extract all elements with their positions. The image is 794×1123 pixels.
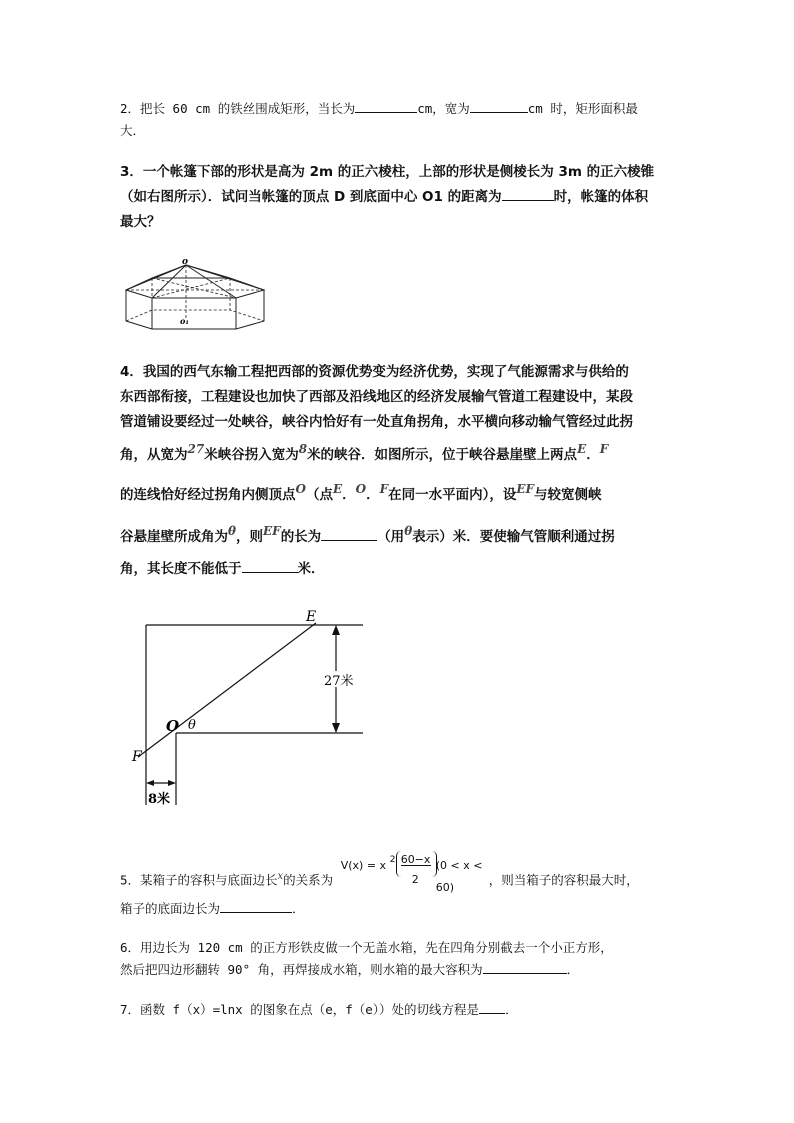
q4-l4a: 角，从宽为 (120, 447, 188, 463)
q7-blank-tangent-line (479, 999, 505, 1014)
question-6 (120, 937, 680, 981)
q5-text-a: 5．某箱子的容积与底面边长 (120, 872, 278, 888)
q4-line-1: 4．我国的西气东输工程把西部的资源优势变为经济优势，实现了气能源需求与供给的 (120, 364, 629, 380)
q4-angle-theta-2: θ (404, 524, 413, 538)
q5-var-x: x (277, 870, 284, 882)
canyon-label-27m: 27米 (324, 674, 354, 689)
question-4 (120, 360, 680, 435)
q3-line-3: 最大？ (120, 214, 161, 230)
q5-formula-lhs: V(x) = x (340, 859, 387, 872)
question-3 (120, 160, 680, 235)
q3-line-1: 3．一个帐篷下部的形状是高为 2m 的正六棱柱，上部的形状是侧棱长为 3m 的正六棱锥 (120, 164, 655, 180)
q4-blank-min-length (242, 558, 298, 573)
q4-l6a: 谷悬崖壁所成角为 (120, 529, 228, 545)
q4-l5d: ． (366, 487, 380, 503)
canyon-label-o: O (166, 717, 180, 735)
q2-blank-width (470, 98, 528, 113)
q4-l7a: 角，其长度不能低于 (120, 561, 242, 577)
q4-l4b: 米峡谷拐入宽为 (204, 447, 299, 463)
q4-l5e2: 在同一水平面内），设 (388, 487, 517, 503)
q4-point-e-2: E (332, 482, 343, 496)
q5-formula-denominator: 2 (411, 873, 419, 886)
q6-line-2b: ． (566, 962, 580, 977)
q2-text-b: cm，宽为 (417, 101, 470, 116)
q4-line-6 (120, 526, 680, 548)
q4-l5a: 的连线恰好经过拐角内侧顶点 (120, 487, 296, 503)
q4-l6e: 表示）米．要使输气管顺利通过拐 (412, 529, 615, 545)
q6-line-2 (120, 959, 680, 981)
q4-line-4 (120, 444, 680, 466)
q4-point-o-2: O (355, 482, 367, 496)
q6-line-1: 6．用边长为 120 cm 的正方形铁皮做一个无盖水箱，先在四角分别截去一个小正方形， (120, 940, 613, 955)
tent-center-label: o₁ (180, 316, 189, 326)
q4-l6d: （用 (377, 529, 405, 545)
q4-l4c: 米的峡谷．如图所示，位于峡谷悬崖壁上两点 (307, 447, 578, 463)
q4-line-5 (120, 484, 680, 506)
question-2 (120, 98, 680, 142)
q5-formula-exponent: 2 (389, 855, 396, 865)
q3-line-2 (120, 185, 680, 210)
canyon-figure (128, 605, 368, 810)
q5-text-b: 的关系为 (283, 872, 334, 888)
q5-blank-side-length (220, 898, 292, 913)
q4-point-f: F (599, 442, 609, 456)
q5-formula-numerator: 60−x (400, 853, 431, 866)
q3-blank-distance (502, 186, 554, 201)
q4-line-3: 管道铺设要经过一处峡谷，峡谷内恰好有一处直角拐角，水平横向移动输气管经过此拐 (120, 414, 633, 430)
q4-angle-theta: θ (228, 524, 237, 538)
q5-formula-bar (401, 865, 431, 866)
q2-text-a: 2．把长 60 cm 的铁丝围成矩形，当长为 (120, 101, 356, 116)
q5-line-2 (120, 898, 680, 920)
q4-l5c: ． (342, 487, 356, 503)
question-5 (120, 853, 720, 902)
q4-point-e: E (577, 442, 587, 456)
q5-volume-formula (341, 852, 489, 894)
canyon-label-8m: 8米 (148, 792, 171, 807)
q2-text-c: cm 时，矩形面积最 (527, 101, 638, 116)
q5-text-c: ，则当箱子的容积最大时， (488, 872, 639, 888)
q3-line-2b: 时，帐篷的体积 (553, 189, 649, 205)
q7-text-b: ． (505, 1002, 518, 1017)
q7-text-a: 7．函数 f（x）=lnx 的图象在点（e，f（e））处的切线方程是 (120, 1002, 480, 1017)
canyon-label-e: E (306, 609, 317, 625)
q4-l5b: （点 (305, 487, 333, 503)
q4-value-27: 27 (187, 442, 205, 456)
canyon-label-theta: θ (188, 718, 196, 733)
canyon-label-f: F (132, 749, 142, 765)
q4-l5g: 与较宽侧峡 (534, 487, 602, 503)
q4-l7b: 米． (297, 561, 325, 577)
q4-l6c: 的长为 (280, 529, 322, 545)
tent-figure (118, 255, 270, 337)
q2-text-d: 大． (120, 123, 146, 138)
q4-value-8: 8 (298, 442, 308, 456)
tent-apex-label: o (182, 257, 189, 267)
question-7 (120, 999, 680, 1021)
q5-text-d: 箱子的底面边长为 (120, 901, 221, 916)
q2-blank-length (355, 98, 417, 113)
q4-line-7 (120, 558, 680, 580)
q5-text-e: ． (292, 901, 305, 916)
q6-line-2a: 然后把四边形翻转 90° 角，再焊接成水箱，则水箱的最大容积为 (120, 962, 483, 977)
q4-point-o: O (295, 482, 306, 496)
q4-l4d: ． (586, 447, 600, 463)
q4-blank-length-expr (321, 526, 377, 541)
q6-blank-max-volume (483, 959, 567, 974)
q4-line-2: 东西部衔接，工程建设也加快了西部及沿线地区的经济发展输气管道工程建设中，某段 (120, 389, 633, 405)
q4-segment-ef-2: EF (263, 524, 281, 538)
q5-formula-domain: (0 < x < 60) (435, 859, 483, 894)
q4-l6b: ，则 (236, 529, 264, 545)
q4-point-f-2: F (379, 482, 389, 496)
q3-line-2a: （如右图所示）．试问当帐篷的顶点 D 到底面中心 O1 的距离为 (120, 189, 502, 205)
q4-segment-ef: EF (516, 482, 535, 496)
